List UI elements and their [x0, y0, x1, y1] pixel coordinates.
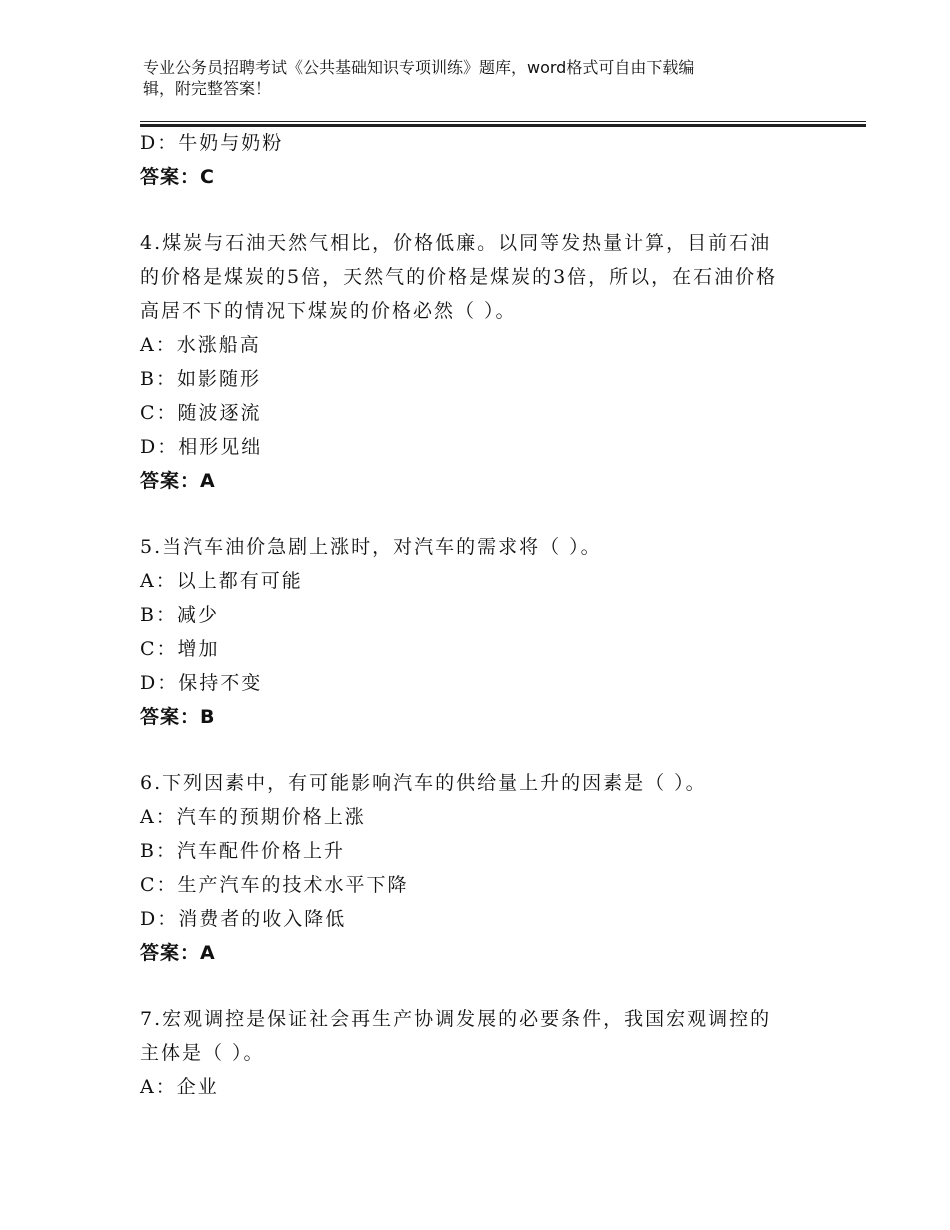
spacer — [140, 734, 840, 766]
option-a: A：汽车的预期价格上涨 — [140, 806, 366, 828]
question-5 — [140, 530, 840, 734]
question-stem-line: 7.宏观调控是保证社会再生产协调发展的必要条件，我国宏观调控的 — [140, 1008, 772, 1030]
spacer — [140, 498, 840, 530]
question-stem-line: 高居不下的情况下煤炭的价格必然（ ）。 — [140, 300, 517, 322]
option-d: D：保持不变 — [140, 672, 263, 694]
answer: 答案：B — [140, 706, 216, 728]
header-line-2: 辑，附完整答案！ — [143, 79, 272, 98]
question-stem-line: 5.当汽车油价急剧上涨时，对汽车的需求将（ ）。 — [140, 536, 602, 558]
question-6 — [140, 766, 840, 970]
option-b: B：减少 — [140, 604, 219, 626]
option-d: D：消费者的收入降低 — [140, 908, 347, 930]
option-c: C：生产汽车的技术水平下降 — [140, 874, 409, 896]
option-b: B：如影随形 — [140, 368, 261, 390]
option-b: B：汽车配件价格上升 — [140, 840, 345, 862]
option-d: D：相形见绌 — [140, 436, 263, 458]
option-c: C：随波逐流 — [140, 402, 262, 424]
document-header — [143, 57, 793, 99]
question-4 — [140, 226, 840, 498]
question-stem-line: 6.下列因素中，有可能影响汽车的供给量上升的因素是（ ）。 — [140, 772, 707, 794]
option-d: D：牛奶与奶粉 — [140, 132, 284, 154]
question-stem-line: 主体是（ ）。 — [140, 1042, 265, 1064]
spacer — [140, 970, 840, 1002]
answer: 答案：C — [140, 166, 215, 188]
option-a: A：水涨船高 — [140, 334, 261, 356]
spacer — [140, 194, 840, 226]
question-7 — [140, 1002, 840, 1104]
answer: 答案：A — [140, 470, 216, 492]
option-a: A：企业 — [140, 1076, 219, 1098]
question-list — [140, 126, 840, 1104]
question-stem-line: 4.煤炭与石油天然气相比，价格低廉。以同等发热量计算，目前石油 — [140, 232, 772, 254]
answer: 答案：A — [140, 942, 216, 964]
option-c: C：增加 — [140, 638, 220, 660]
header-divider-thin — [140, 121, 866, 122]
header-line-1: 专业公务员招聘考试《公共基础知识专项训练》题库，word格式可自由下载编 — [143, 58, 695, 77]
option-a: A：以上都有可能 — [140, 570, 303, 592]
question-stem-line: 的价格是煤炭的5倍，天然气的价格是煤炭的3倍，所以，在石油价格 — [140, 266, 778, 288]
